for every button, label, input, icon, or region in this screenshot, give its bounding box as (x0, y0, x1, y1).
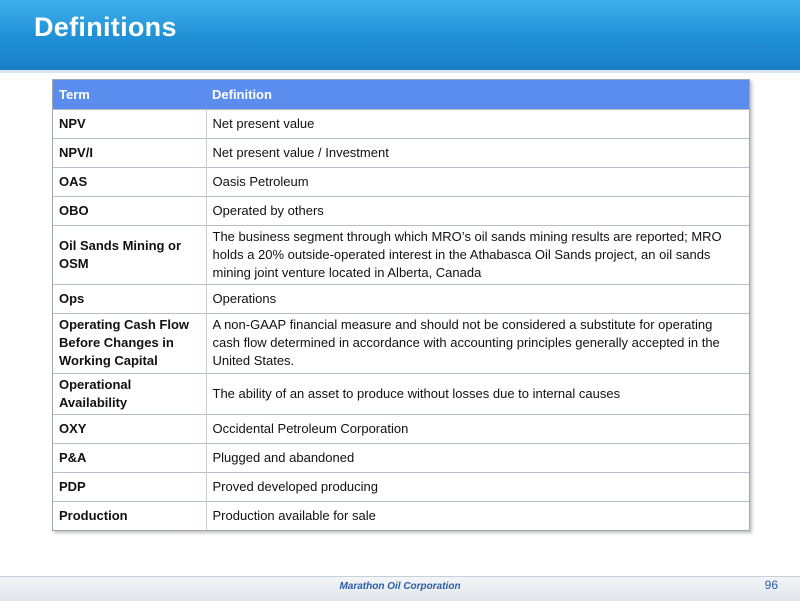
term-cell: OAS (53, 167, 206, 196)
table-header-row (53, 80, 749, 109)
table-row (53, 313, 749, 373)
definition-cell: Operations (206, 284, 749, 313)
table-row (53, 472, 749, 501)
definition-cell: Operated by others (206, 196, 749, 225)
term-cell: Production (53, 501, 206, 530)
table-row (53, 443, 749, 472)
table-row (53, 167, 749, 196)
definitions-table (53, 80, 749, 530)
page-title: Definitions (34, 12, 177, 42)
definition-cell: Net present value (206, 109, 749, 138)
table-row (53, 414, 749, 443)
term-cell: OXY (53, 414, 206, 443)
footer-company-name: Marathon Oil Corporation (339, 581, 461, 592)
page-number: 96 (764, 578, 778, 592)
column-header-definition: Definition (212, 86, 272, 102)
term-cell: Ops (53, 284, 206, 313)
definition-cell: Net present value / Investment (206, 138, 749, 167)
table-row (53, 196, 749, 225)
table-row (53, 138, 749, 167)
table-row (53, 501, 749, 530)
definition-cell: A non-GAAP financial measure and should not be considered a substitute for operating cash flow determined in accordance with accounting principles generally accepted in the United States. (206, 313, 749, 373)
table-row (53, 109, 749, 138)
definition-cell: The ability of an asset to produce without losses due to internal causes (206, 373, 749, 414)
slide-header (0, 0, 800, 73)
definition-cell: Occidental Petroleum Corporation (206, 414, 749, 443)
term-cell: Operational Availability (53, 373, 206, 414)
definition-cell: Plugged and abandoned (206, 443, 749, 472)
definition-cell: Proved developed producing (206, 472, 749, 501)
term-cell: PDP (53, 472, 206, 501)
definition-cell: Oasis Petroleum (206, 167, 749, 196)
term-cell: OBO (53, 196, 206, 225)
table-row (53, 373, 749, 414)
definitions-table-container (52, 79, 750, 531)
term-cell: Operating Cash Flow Before Changes in Working Capital (53, 313, 206, 373)
column-header-term: Term (59, 86, 90, 102)
table-row (53, 284, 749, 313)
table-row (53, 225, 749, 284)
definition-cell: The business segment through which MRO’s oil sands mining results are reported; MRO holds a 20% outside-operated interest in the Athabasca Oil Sands project, an oil sands mining joint venture located in Alberta, Canada (206, 225, 749, 284)
term-cell: Oil Sands Mining or OSM (53, 225, 206, 284)
term-cell: NPV/I (53, 138, 206, 167)
term-cell: P&A (53, 443, 206, 472)
definition-cell: Production available for sale (206, 501, 749, 530)
term-cell: NPV (53, 109, 206, 138)
